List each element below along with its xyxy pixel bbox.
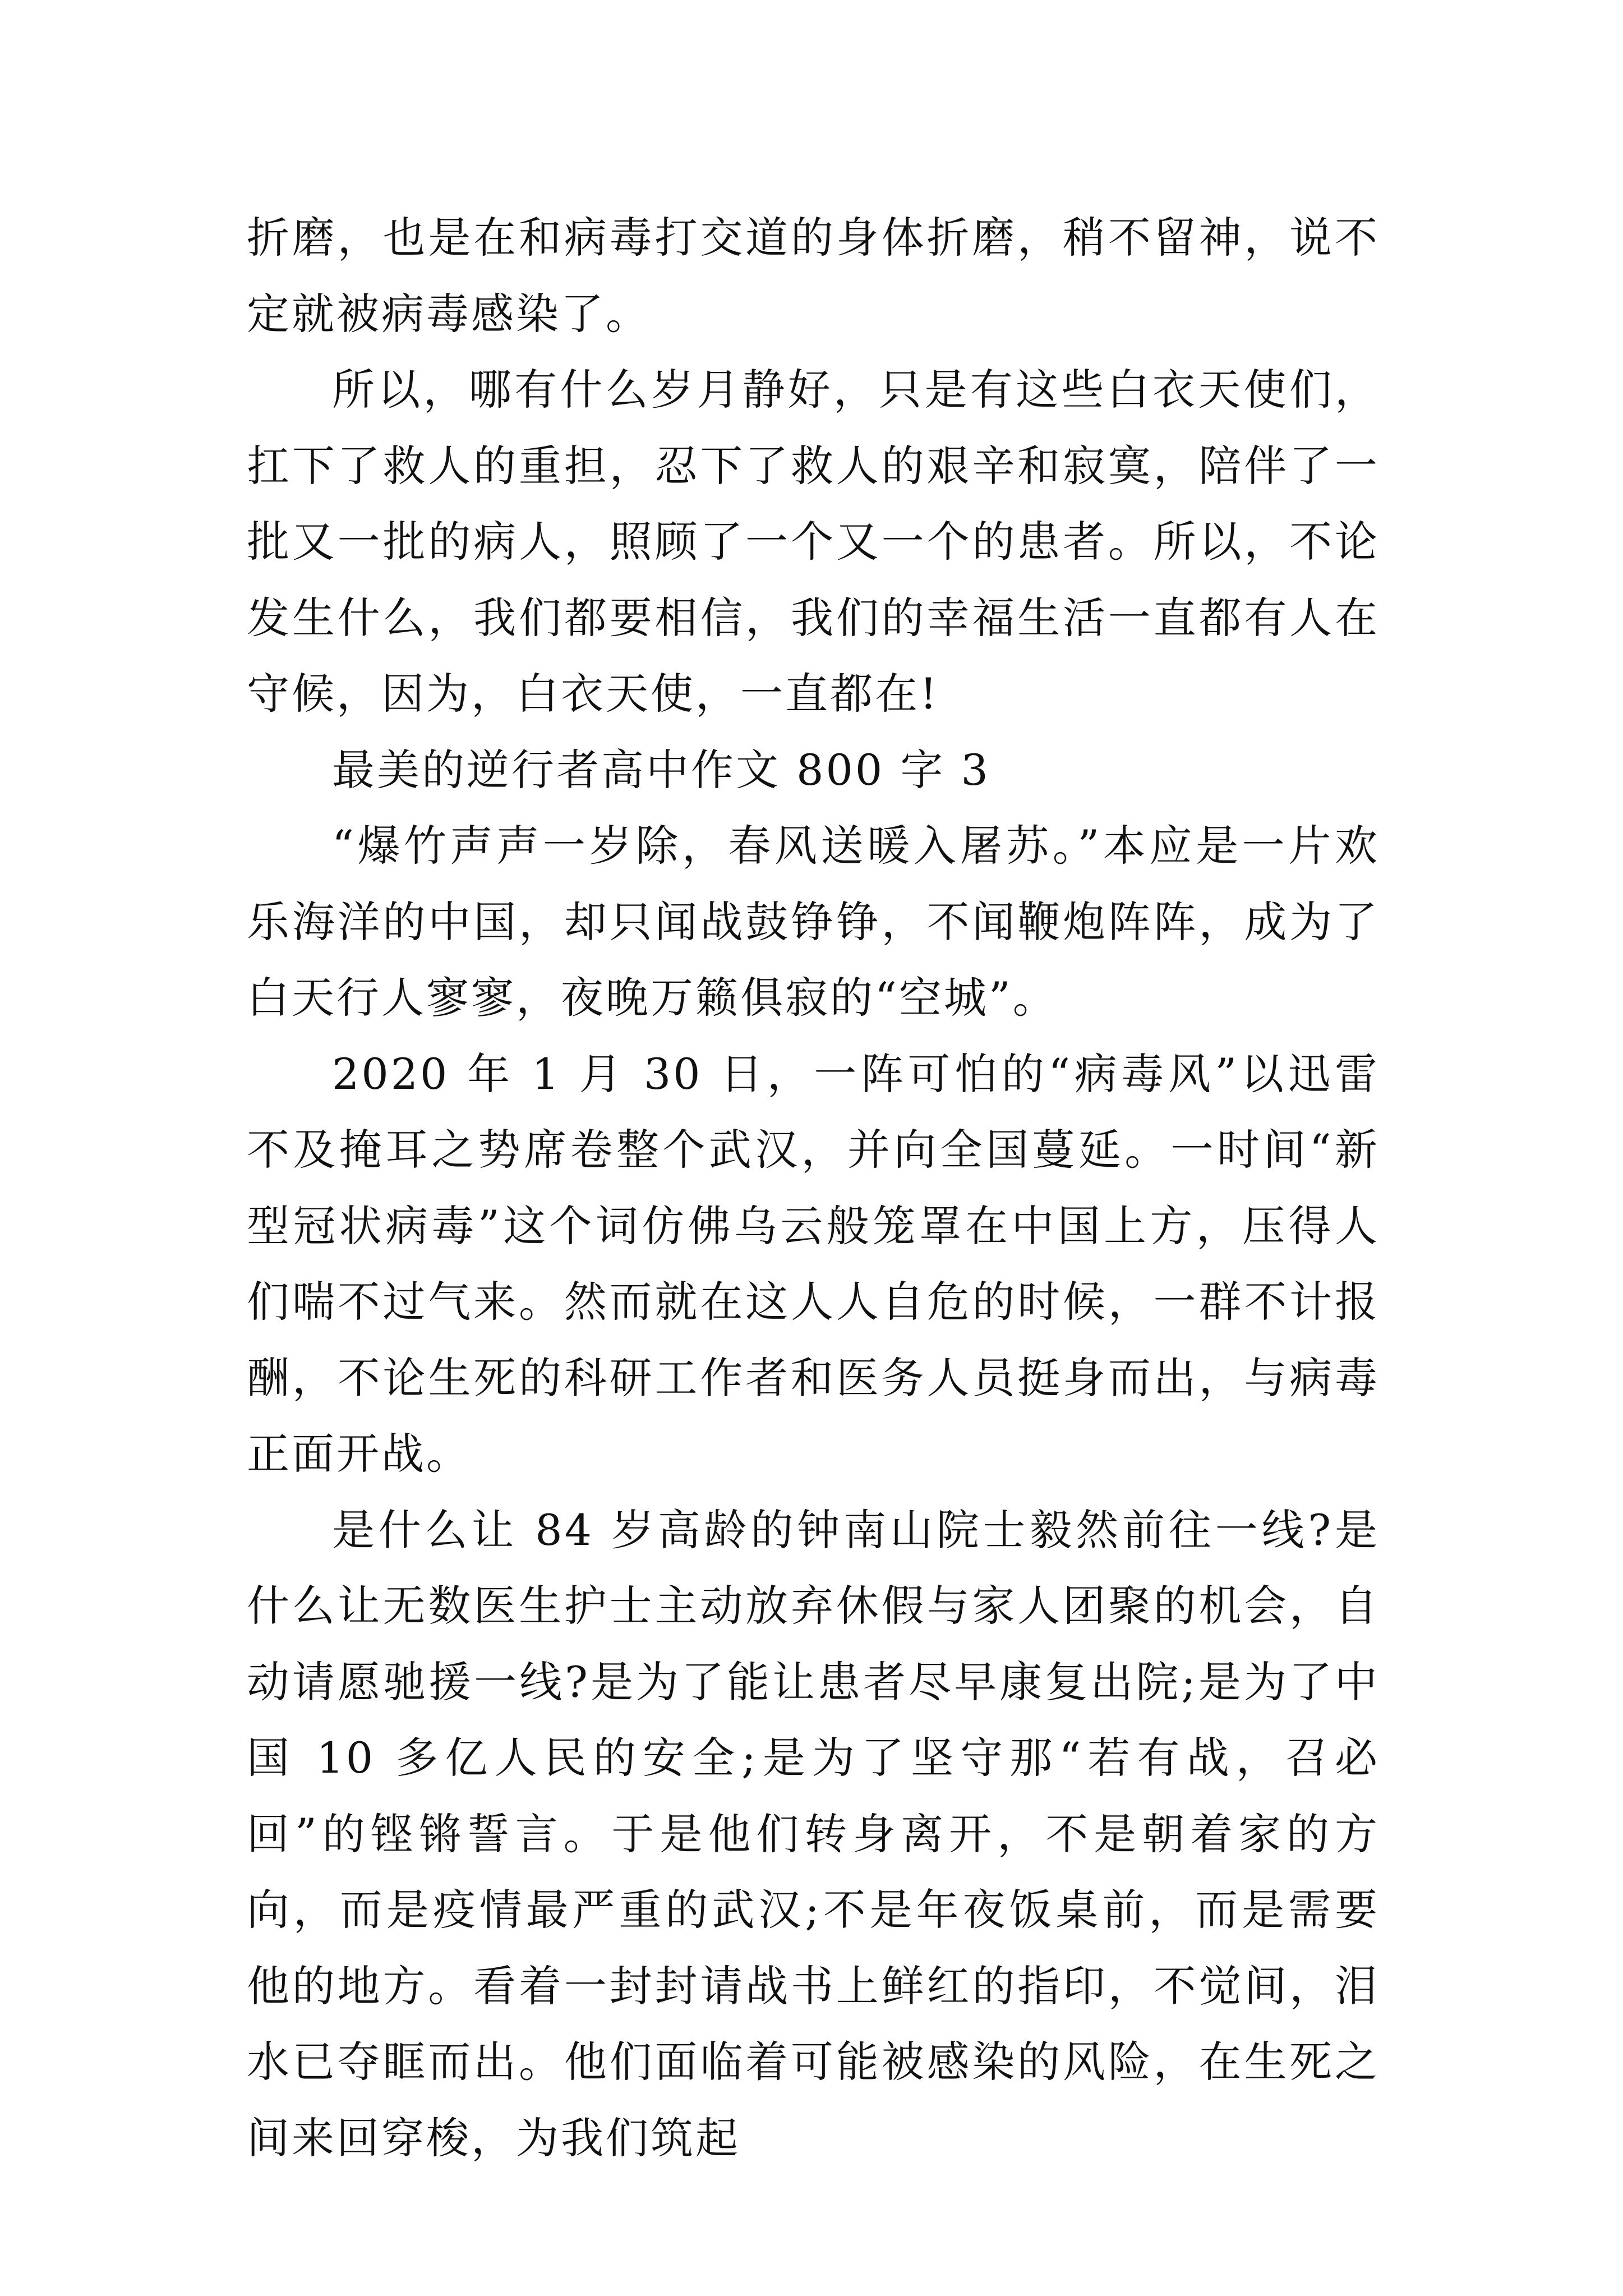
paragraph: 所以，哪有什么岁月静好，只是有这些白衣天使们，扛下了救人的重担，忍下了救人的艰辛和寂寞，陪伴了一批又一批的病人，照顾了一个又一个的患者。所以，不论发生什么，我们都要相信，我们的幸福生活一直都有人在守候，因为，白衣天使，一直都在!: [247, 365, 1380, 719]
paragraph-continuation: 折磨，也是在和病毒打交道的身体折磨，稍不留神，说不定就被病毒感染了。: [247, 213, 1380, 339]
paragraph: 是什么让 84 岁高龄的钟南山院士毅然前往一线?是什么让无数医生护士主动放弃休假与家人团聚的机会，自动请愿驰援一线?是为了能让患者尽早康复出院;是为了中国 10 多亿人民的安全;是为了坚守那“若有战，召必回”的铿锵誓言。于是他们转身离开，不是朝着家的方向，而是疫情最严重的武汉;不是年夜饭桌前，而是需要他的地方。看着一封封请战书上鲜红的指印，不觉间，泪水已夺眶而出。他们面临着可能被感染的风险，在生死之间来回穿梭，为我们筑起: [247, 1504, 1380, 2163]
paragraph: 2020 年 1 月 30 日，一阵可怕的“病毒风”以迅雷不及掩耳之势席卷整个武汉，并向全国蔓延。一时间“新型冠状病毒”这个词仿佛乌云般笼罩在中国上方，压得人们喘不过气来。然而就在这人人自危的时候，一群不计报酬，不论生死的科研工作者和医务人员挺身而出，与病毒正面开战。: [247, 1048, 1380, 1479]
body-text: [247, 200, 1380, 2176]
paragraph: “爆竹声声一岁除，春风送暖入屠苏。”本应是一片欢乐海洋的中国，却只闻战鼓铮铮，不闻鞭炮阵阵，成为了白天行人寥寥，夜晚万籁俱寂的“空城”。: [247, 821, 1380, 1023]
section-heading: 最美的逆行者高中作文 800 字 3: [332, 744, 990, 795]
